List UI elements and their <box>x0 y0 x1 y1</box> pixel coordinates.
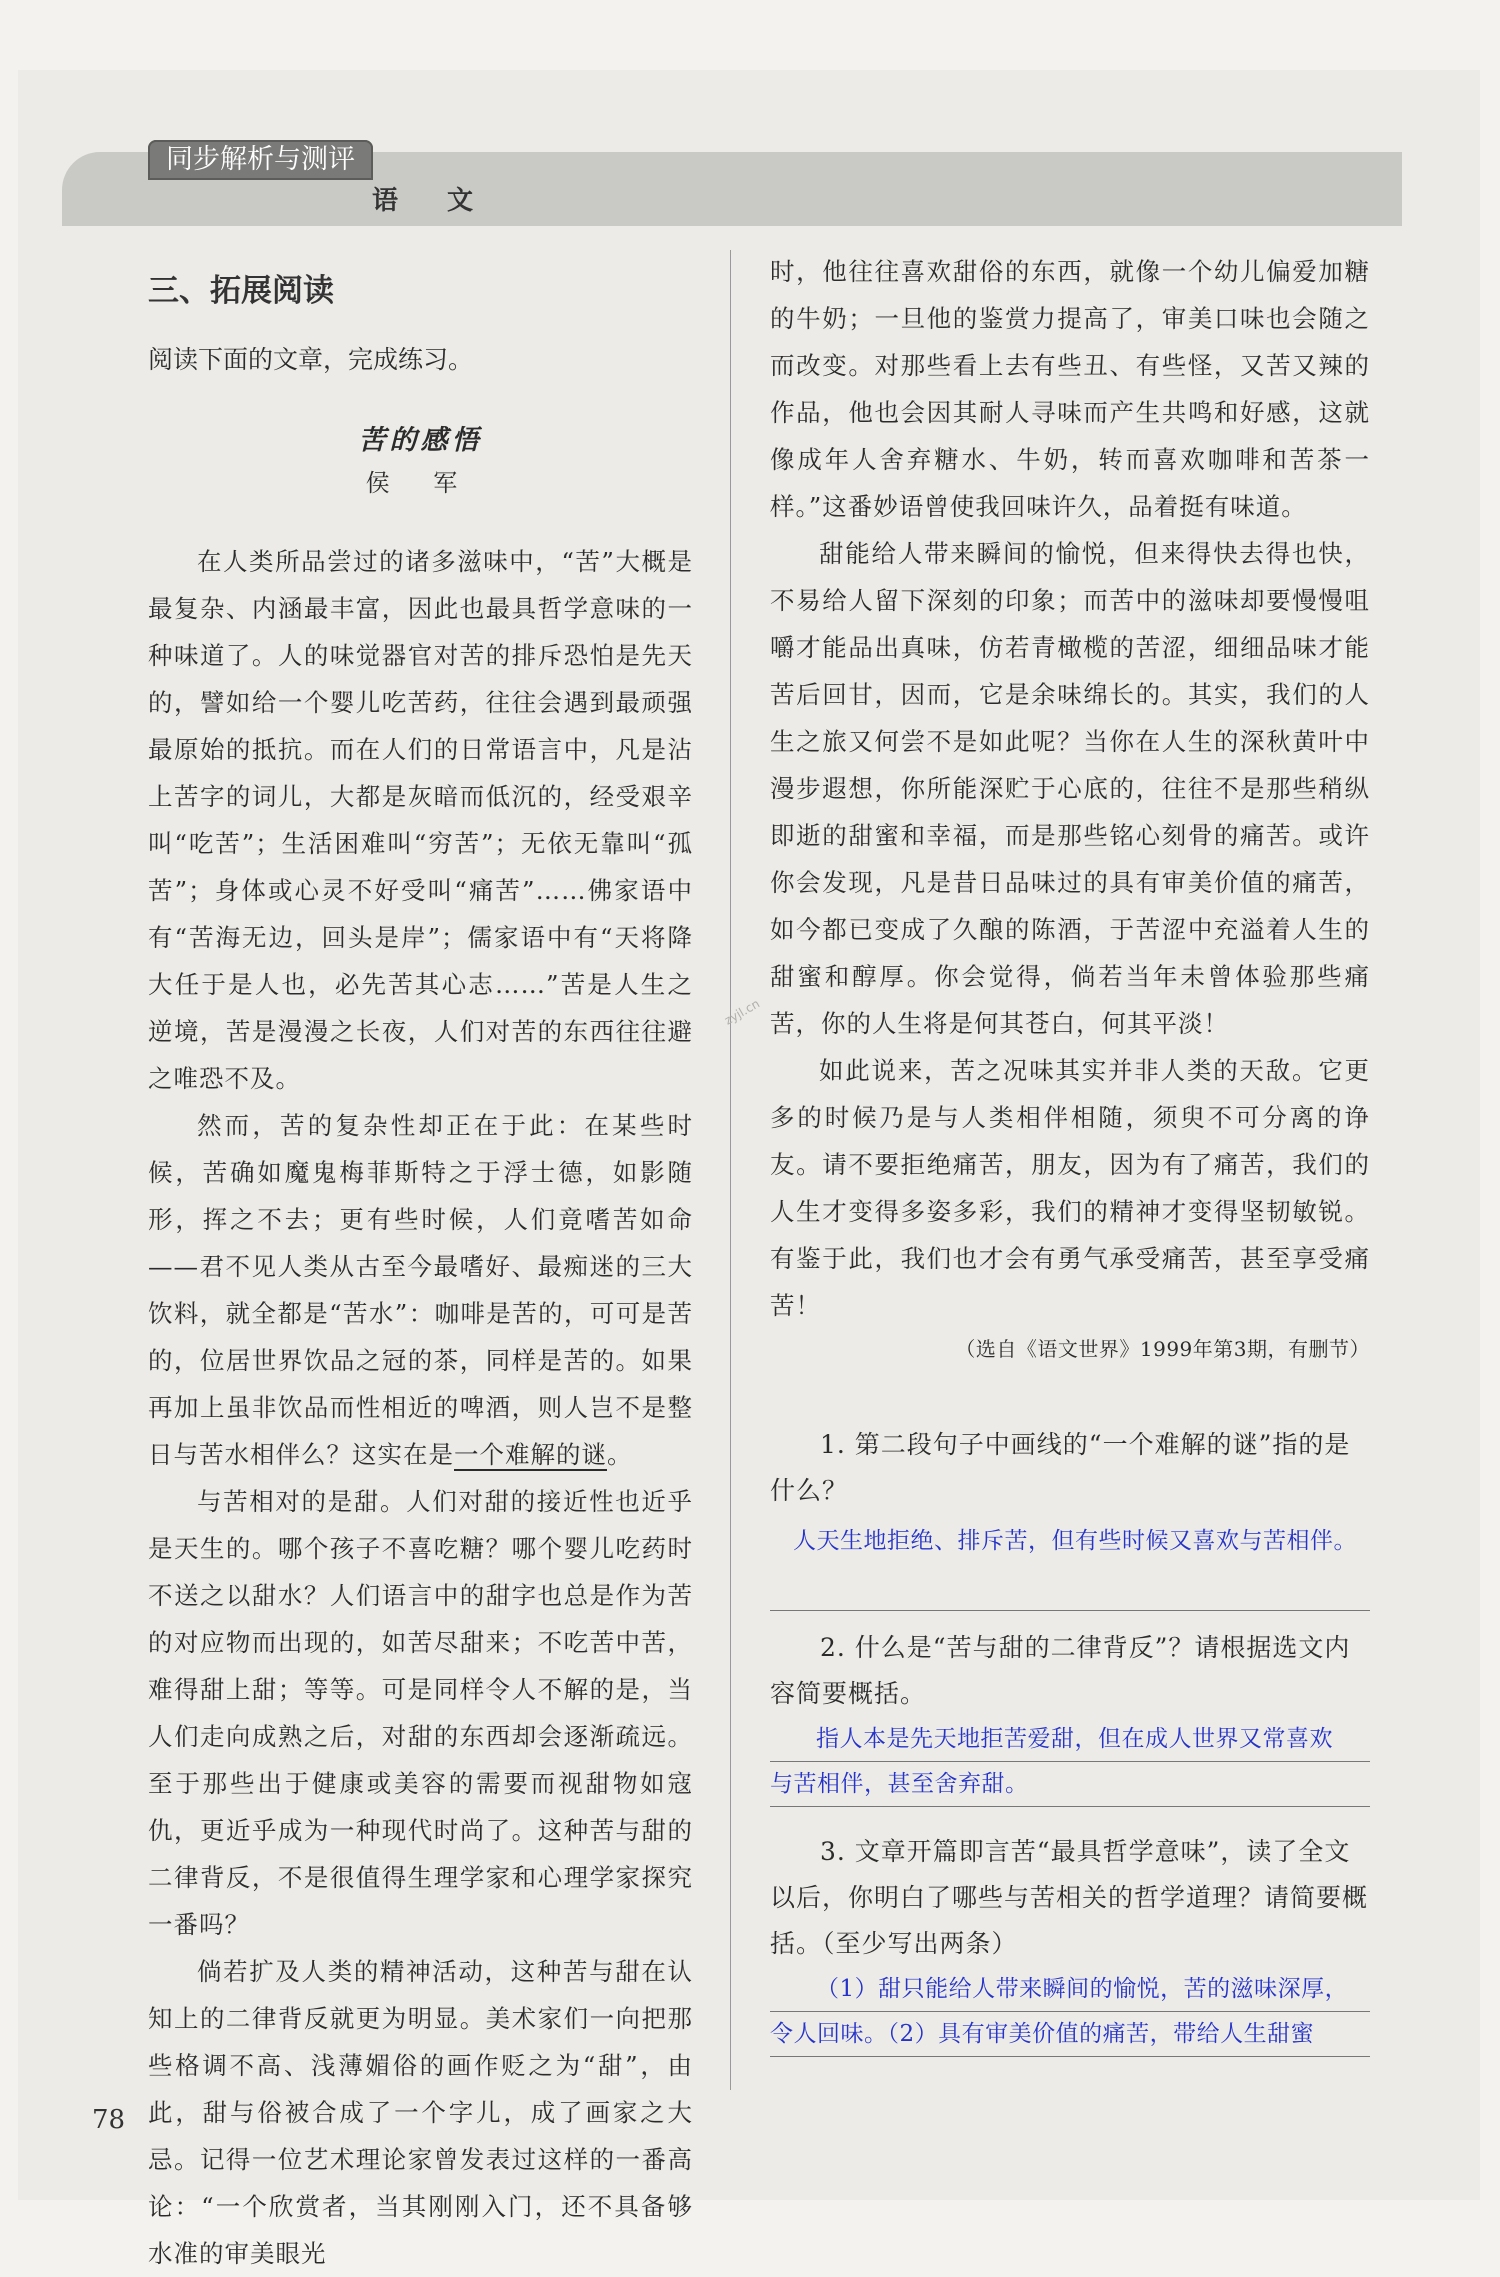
question-2-answer-line-1: 指人本是先天地拒苦爱甜，但在成人世界又常喜欢 <box>770 1717 1370 1762</box>
question-1-answer: 人天生地拒绝、排斥苦，但有些时候又喜欢与苦相伴。 <box>793 1528 1357 1554</box>
article-author: 侯 军 <box>365 469 476 497</box>
answer-blank-line <box>770 1564 1370 1611</box>
paragraph-5: 甜能给人带来瞬间的愉悦，但来得快去得也快，不易给人留下深刻的印象；而苦中的滋味却要慢慢咀嚼才能品出真味，仿若青橄榄的苦涩，细细品味才能苦后回甘，因而，它是余味绵长的。其实，我们的人生之旅又何尝不是如此呢？当你在人生的深秋黄叶中漫步遐想，你所能深贮于心底的，往往不是那些稍纵即逝的甜蜜和幸福，而是那些铭心刻骨的痛苦。或许你会发现，凡是昔日品味过的具有审美价值的痛苦，如今都已变成了久酿的陈酒，于苦涩中充溢着人生的甜蜜和醇厚。你会觉得，倘若当年未曾体验那些痛苦，你的人生将是何其苍白，何其平淡！ <box>770 539 1370 1038</box>
page-header <box>62 76 1402 226</box>
question-1 <box>770 1422 1370 1611</box>
question-3-answer-line-2: 令人回味。（2）具有审美价值的痛苦，带给人生甜蜜 <box>770 2012 1370 2057</box>
paragraph-3: 与苦相对的是甜。人们对甜的接近性也近乎是天生的。哪个孩子不喜吃糖？哪个婴儿吃药时不送之以甜水？人们语言中的甜字也总是作为苦的对应物而出现的，如苦尽甜来；不吃苦中苦，难得甜上甜；等等。可是同样令人不解的是，当人们走向成熟之后，对甜的东西却会逐渐疏远。至于那些出于健康或美容的需要而视甜物如寇仇，更近乎成为一种现代时尚了。这种苦与甜的二律背反，不是很值得生理学家和心理学家探究一番吗？ <box>148 1487 693 1939</box>
left-column <box>148 265 693 2277</box>
header-tab: 同步解析与测评 <box>148 140 373 180</box>
instruction: 阅读下面的文章，完成练习。 <box>148 345 474 374</box>
paragraph-1: 在人类所品尝过的诸多滋味中，“苦”大概是最复杂、内涵最丰富，因此也最具哲学意味的一种味道了。人的味觉器官对苦的排斥恐怕是先天的，譬如给一个婴儿吃苦药，往往会遇到最顽强最原始的抵抗。而在人们的日常语言中，凡是沾上苦字的词儿，大都是灰暗而低沉的，经受艰辛叫“吃苦”；生活困难叫“穷苦”；无依无靠叫“孤苦”；身体或心灵不好受叫“痛苦”……佛家语中有“苦海无边，回头是岸”；儒家语中有“天将降大任于是人也，必先苦其心志……”苦是人生之逆境，苦是漫漫之长夜，人们对苦的东西往往避之唯恐不及。 <box>148 547 693 1093</box>
question-3 <box>770 1829 1370 2057</box>
paragraph-2 <box>148 1102 693 1478</box>
question-2-text: 2. 什么是“苦与甜的二律背反”？请根据选文内容简要概括。 <box>770 1633 1351 1708</box>
right-column <box>770 248 1370 2057</box>
question-1-text: 1. 第二段句子中画线的“一个难解的谜”指的是什么？ <box>770 1430 1351 1505</box>
watermark: zyjl.cn <box>722 996 763 1028</box>
article-title: 苦的感悟 <box>358 425 483 456</box>
paragraph-4: 倘若扩及人类的精神活动，这种苦与甜在认知上的二律背反就更为明显。美术家们一向把那些格调不高、浅薄媚俗的画作贬之为“甜”，由此，甜与俗被合成了一个字儿，成了画家之大忌。记得一位艺术理论家曾发表过这样的一番高论：“一个欣赏者，当其刚刚入门，还不具备够水准的审美眼光 <box>148 1957 693 2268</box>
header-subject: 语 文 <box>372 186 494 216</box>
paragraph-2-text: 然而，苦的复杂性却正在于此：在某些时候，苦确如魔鬼梅菲斯特之于浮士德，如影随形，挥之不去；更有些时候，人们竟嗜苦如命——君不见人类从古至今最嗜好、最痴迷的三大饮料，就全都是“苦水”：咖啡是苦的，可可是苦的，位居世界饮品之冠的茶，同样是苦的。如果再加上虽非饮品而性相近的啤酒，则人岂不是整日与苦水相伴么？这实在是 <box>148 1111 693 1469</box>
article-source: （选自《语文世界》1999年第3期，有删节） <box>955 1337 1370 1361</box>
question-2 <box>770 1625 1370 1807</box>
page-number: 78 <box>92 2105 126 2135</box>
question-3-answer-line-1: （1）甜只能给人带来瞬间的愉悦，苦的滋味深厚， <box>770 1967 1370 2012</box>
column-divider <box>730 250 731 2090</box>
question-3-text: 3. 文章开篇即言苦“最具哲学意味”，读了全文以后，你明白了哪些与苦相关的哲学道理？请简要概括。（至少写出两条） <box>770 1837 1369 1958</box>
paragraph-4-continued: 时，他往往喜欢甜俗的东西，就像一个幼儿偏爱加糖的牛奶；一旦他的鉴赏力提高了，审美口味也会随之而改变。对那些看上去有些丑、有些怪，又苦又辣的作品，他也会因其耐人寻味而产生共鸣和好感，这就像成年人舍弃糖水、牛奶，转而喜欢咖啡和苦茶一样。”这番妙语曾使我回味许久，品着挺有味道。 <box>770 257 1370 521</box>
paragraph-6: 如此说来，苦之况味其实并非人类的天敌。它更多的时候乃是与人类相伴相随，须臾不可分离的诤友。请不要拒绝痛苦，朋友，因为有了痛苦，我们的人生才变得多姿多彩，我们的精神才变得坚韧敏锐。有鉴于此，我们也才会有勇气承受痛苦，甚至享受痛苦！ <box>770 1056 1370 1320</box>
underlined-phrase: 一个难解的谜 <box>454 1440 607 1469</box>
paragraph-2-end: 。 <box>607 1440 633 1469</box>
question-2-answer-line-2: 与苦相伴，甚至舍弃甜。 <box>770 1762 1370 1807</box>
section-title: 三、拓展阅读 <box>148 273 334 309</box>
